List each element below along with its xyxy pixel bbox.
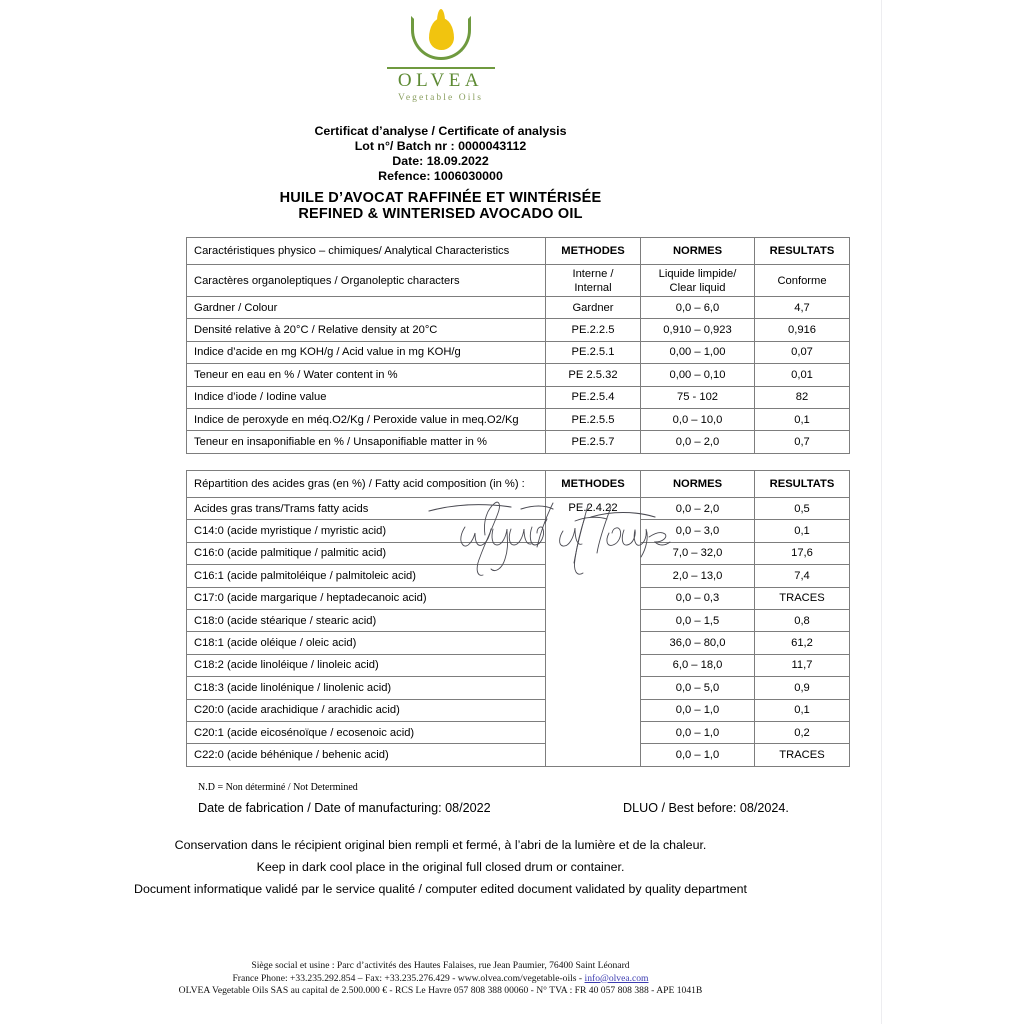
cell-norm: 2,0 – 13,0 — [641, 565, 755, 587]
cell-result: 0,2 — [755, 721, 850, 743]
table-header-row — [187, 238, 850, 265]
cell-result: 4,7 — [755, 297, 850, 319]
cell-characteristic: Indice d’iode / Iodine value — [187, 386, 546, 408]
cell-norm: 6,0 – 18,0 — [641, 654, 755, 676]
table-row — [187, 609, 850, 631]
cell-norm: 0,0 – 10,0 — [641, 408, 755, 430]
cell-norm: 0,0 – 1,0 — [641, 699, 755, 721]
cell-result: 17,6 — [755, 542, 850, 564]
cell-result: Conforme — [755, 265, 850, 297]
cell-characteristic: Densité relative à 20°C / Relative density at 20°C — [187, 319, 546, 341]
col-header-methodes: METHODES — [546, 238, 641, 265]
col-header-resultats: RESULTATS — [755, 471, 850, 498]
cell-characteristic: C18:3 (acide linolénique / linolenic acid) — [187, 677, 546, 699]
cell-result: TRACES — [755, 587, 850, 609]
cell-characteristic: Teneur en eau en % / Water content in % — [187, 364, 546, 386]
cell-characteristic: Indice de peroxyde en méq.O2/Kg / Peroxide value in meq.O2/Kg — [187, 408, 546, 430]
table-row — [187, 632, 850, 654]
cell-characteristic: Acides gras trans/Trams fatty acids — [187, 498, 546, 520]
col-header-resultats: RESULTATS — [755, 238, 850, 265]
cell-characteristic: Teneur en insaponifiable en % / Unsaponifiable matter in % — [187, 431, 546, 453]
cell-characteristic: C18:1 (acide oléique / oleic acid) — [187, 632, 546, 654]
cell-method: PE.2.5.7 — [546, 431, 641, 453]
table-row — [187, 297, 850, 319]
cell-result: 0,916 — [755, 319, 850, 341]
cell-result: 0,01 — [755, 364, 850, 386]
table-row — [187, 265, 850, 297]
cell-result: 0,1 — [755, 408, 850, 430]
footer-address: Siège social et usine : Parc d’activités des Hautes Falaises, rue Jean Paumier, 76400 Saint Léonard — [251, 960, 630, 971]
cell-result: 0,1 — [755, 699, 850, 721]
cell-method: PE.2.5.4 — [546, 386, 641, 408]
cell-norm: 0,0 – 3,0 — [641, 520, 755, 542]
cell-characteristic: C18:0 (acide stéarique / stearic acid) — [187, 609, 546, 631]
cell-characteristic: C18:2 (acide linoléique / linoleic acid) — [187, 654, 546, 676]
cell-characteristic: C16:1 (acide palmitoléique / palmitoleic acid) — [187, 565, 546, 587]
conservation-note-en: Keep in dark cool place in the original full closed drum or container. — [256, 860, 625, 874]
logo-wordmark: OLVEA — [397, 70, 484, 91]
table-row — [187, 721, 850, 743]
cell-norm: 0,910 – 0,923 — [641, 319, 755, 341]
col-header-characteristics: Caractéristiques physico – chimiques/ Analytical Characteristics — [187, 238, 546, 265]
cell-result: 0,1 — [755, 520, 850, 542]
olvea-droplet-icon — [398, 14, 484, 66]
product-name-en: REFINED & WINTERISED AVOCADO OIL — [298, 206, 583, 222]
cell-norm: 0,0 – 5,0 — [641, 677, 755, 699]
table-row — [187, 408, 850, 430]
cell-result: TRACES — [755, 744, 850, 766]
cell-characteristic: C20:1 (acide eicosénoïque / ecosenoic acid) — [187, 721, 546, 743]
table-row — [187, 386, 850, 408]
certificate-title: Certificat d’analyse / Certificate of analysis — [314, 124, 567, 138]
table-row — [187, 341, 850, 363]
table-row — [187, 587, 850, 609]
cell-method: PE.2.5.1 — [546, 341, 641, 363]
logo-oil-drop-shape — [429, 18, 454, 50]
batch-number: Lot n°/ Batch nr : 0000043112 — [354, 139, 527, 153]
cell-norm: 0,00 – 0,10 — [641, 364, 755, 386]
reference-number: Refence: 1006030000 — [378, 169, 503, 183]
cell-norm: 0,0 – 1,0 — [641, 721, 755, 743]
col-header-characteristics: Répartition des acides gras (en %) / Fatty acid composition (in %) : — [187, 471, 546, 498]
cell-result: 0,8 — [755, 609, 850, 631]
table-row — [187, 431, 850, 453]
cell-norm: 75 - 102 — [641, 386, 755, 408]
cell-method: Gardner — [546, 297, 641, 319]
table-row — [187, 699, 850, 721]
cell-characteristic: Gardner / Colour — [187, 297, 546, 319]
cell-characteristic: C20:0 (acide arachidique / arachidic acid) — [187, 699, 546, 721]
cell-result: 11,7 — [755, 654, 850, 676]
fatty-table-body — [187, 471, 850, 767]
nd-legend: N.D = Non déterminé / Not Determined — [198, 782, 358, 793]
col-header-normes: NORMES — [641, 238, 755, 265]
cell-result: 0,07 — [755, 341, 850, 363]
table-row — [187, 654, 850, 676]
footer-legal: OLVEA Vegetable Oils SAS au capital de 2.500.000 € - RCS Le Havre 057 808 388 00060 - N° TVA : FR 40 057 808 388 - APE 1041B — [178, 985, 703, 997]
company-logo — [0, 14, 881, 103]
cell-characteristic: C17:0 (acide margarique / heptadecanoic acid) — [187, 587, 546, 609]
table-row — [187, 744, 850, 766]
cell-norm: 36,0 – 80,0 — [641, 632, 755, 654]
cell-norm: 0,0 – 6,0 — [641, 297, 755, 319]
table-row — [187, 677, 850, 699]
physico-table-body — [187, 238, 850, 454]
cell-method: PE.2.2.5 — [546, 319, 641, 341]
physico-chemical-table — [186, 237, 850, 454]
fatty-acid-table — [186, 470, 850, 767]
manufacturing-date: Date de fabrication / Date of manufacturing: 08/2022 — [198, 801, 491, 815]
cell-method: PE.2.4.22 — [546, 498, 641, 767]
validation-note: Document informatique validé par le service qualité / computer edited document validated by quality department — [134, 882, 747, 896]
cell-norm: 0,0 – 0,3 — [641, 587, 755, 609]
cell-norm: Liquide limpide/ Clear liquid — [641, 265, 755, 297]
table-row — [187, 319, 850, 341]
cell-norm: 0,0 – 1,5 — [641, 609, 755, 631]
cell-result: 0,9 — [755, 677, 850, 699]
table-row — [187, 520, 850, 542]
conservation-note-fr: Conservation dans le récipient original bien rempli et fermé, à l’abri de la lumière et de la chaleur. — [174, 838, 707, 852]
cell-characteristic: Indice d’acide en mg KOH/g / Acid value in mg KOH/g — [187, 341, 546, 363]
cell-result: 0,7 — [755, 431, 850, 453]
table-row — [187, 498, 850, 520]
table-row — [187, 565, 850, 587]
cell-norm: 0,0 – 1,0 — [641, 744, 755, 766]
cell-norm: 7,0 – 32,0 — [641, 542, 755, 564]
cell-norm: 0,00 – 1,00 — [641, 341, 755, 363]
cell-characteristic: C14:0 (acide myristique / myristic acid) — [187, 520, 546, 542]
page-edge-line — [881, 0, 882, 1024]
cell-result: 82 — [755, 386, 850, 408]
col-header-normes: NORMES — [641, 471, 755, 498]
logo-underline-bar — [387, 67, 495, 69]
product-name-fr: HUILE D’AVOCAT RAFFINÉE ET WINTÉRISÉE — [279, 190, 602, 206]
certificate-date: Date: 18.09.2022 — [392, 154, 489, 168]
cell-norm: 0,0 – 2,0 — [641, 498, 755, 520]
table-row — [187, 364, 850, 386]
footer-email-link[interactable]: info@olvea.com — [584, 972, 649, 984]
company-footer — [0, 960, 881, 998]
footer-contact-text: France Phone: +33.235.292.854 – Fax: +33.235.276.429 - www.olvea.com/vegetable-oils - — [232, 972, 585, 984]
cell-method: PE.2.5.5 — [546, 408, 641, 430]
cell-method: Interne / Internal — [546, 265, 641, 297]
cell-result: 0,5 — [755, 498, 850, 520]
cell-characteristic: Caractères organoleptiques / Organoleptic characters — [187, 265, 546, 297]
cell-norm: 0,0 – 2,0 — [641, 431, 755, 453]
footer-contact — [0, 973, 881, 986]
cell-characteristic: C16:0 (acide palmitique / palmitic acid) — [187, 542, 546, 564]
cell-characteristic: C22:0 (acide béhénique / behenic acid) — [187, 744, 546, 766]
table-row — [187, 542, 850, 564]
cell-result: 7,4 — [755, 565, 850, 587]
col-header-methodes: METHODES — [546, 471, 641, 498]
cell-result: 61,2 — [755, 632, 850, 654]
logo-tagline: Vegetable Oils — [397, 92, 484, 103]
cell-method: PE 2.5.32 — [546, 364, 641, 386]
best-before-date: DLUO / Best before: 08/2024. — [623, 801, 789, 815]
table-header-row — [187, 471, 850, 498]
